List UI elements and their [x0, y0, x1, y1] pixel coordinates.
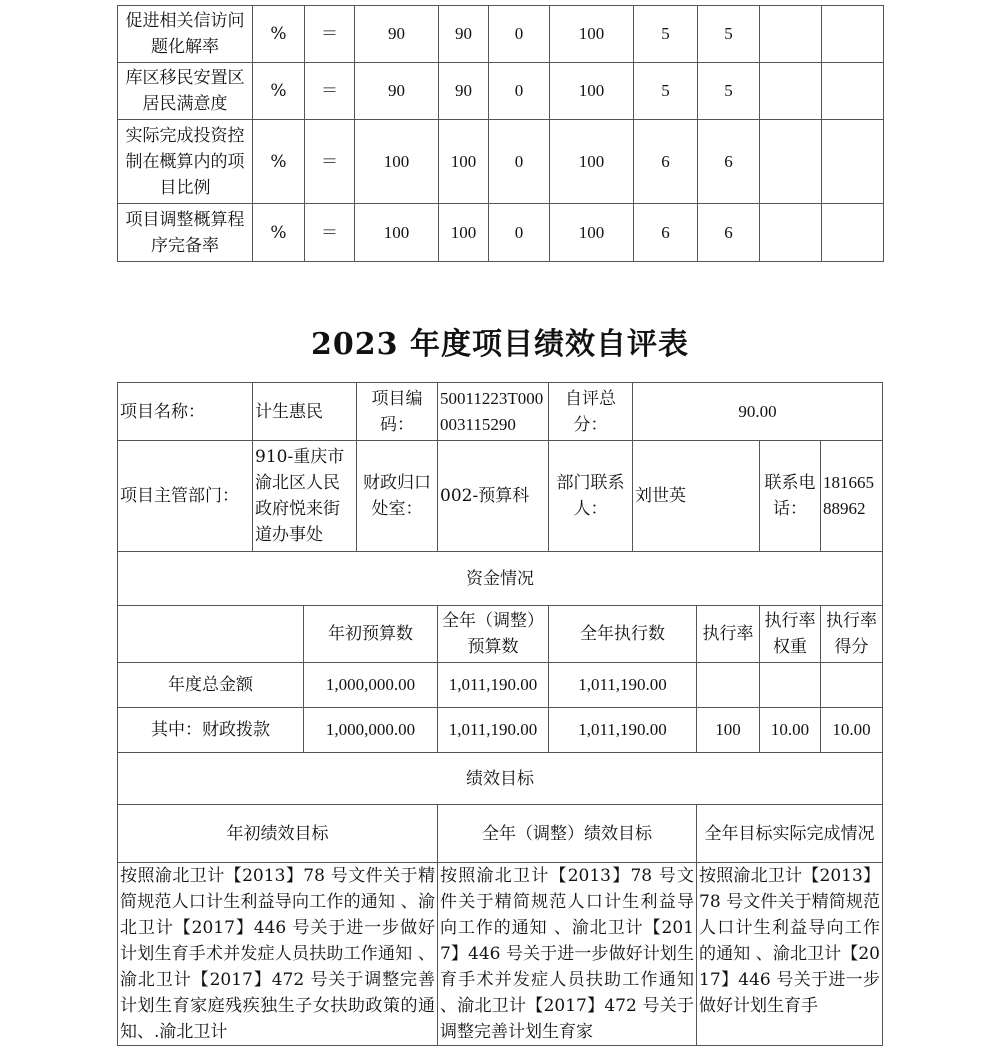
table-row [118, 708, 883, 753]
unit-cell: % [253, 6, 305, 63]
funds-initial: 1,000,000.00 [304, 708, 438, 753]
empty-cell [822, 63, 884, 120]
indicator-name: 促进相关信访问题化解率 [118, 6, 253, 63]
empty-cell [822, 204, 884, 262]
empty-cell [822, 120, 884, 204]
table-row [118, 6, 884, 63]
finance-office-label: 财政归口处室： [357, 441, 438, 552]
self-score-label: 自评总分： [549, 383, 633, 441]
dept-label: 项目主管部门： [118, 441, 253, 552]
funds-executed: 1,011,190.00 [549, 663, 697, 708]
operator-cell: ＝ [305, 204, 355, 262]
target-cell: 100 [355, 120, 439, 204]
contact-label: 部门联系人： [549, 441, 633, 552]
initial-goal-text: 按照渝北卫计【2013】78 号文件关于精简规范人口计生利益导向工作的通知 、渝北卫计【2017】446 号关于进一步做好计划生育手术并发症人员扶助工作通知 、渝北卫计【2017】472 号关于调整完善计划生育家庭残疾独生子女扶助政策的通知、.渝北卫计 [118, 863, 438, 1046]
empty-cell [760, 204, 822, 262]
table-row [118, 552, 883, 606]
funds-adjusted: 1,011,190.00 [438, 708, 549, 753]
project-code-label: 项目编码： [357, 383, 438, 441]
funds-row-label: 年度总金额 [118, 663, 304, 708]
funds-score [821, 663, 883, 708]
table-row [118, 805, 883, 863]
actual-cell: 100 [439, 204, 489, 262]
score-cell: 5 [698, 63, 760, 120]
deviation-cell: 0 [489, 63, 550, 120]
operator-cell: ＝ [305, 6, 355, 63]
contact-value: 刘世英 [633, 441, 760, 552]
goals-header: 全年（调整）绩效目标 [438, 805, 697, 863]
actual-cell: 90 [439, 63, 489, 120]
page-title: 2023 年度项目绩效自评表 [311, 327, 689, 362]
finance-office-value: 002-预算科 [438, 441, 549, 552]
actual-cell: 90 [439, 6, 489, 63]
funds-header: 年初预算数 [304, 606, 438, 663]
empty-cell [118, 606, 304, 663]
target-cell: 90 [355, 63, 439, 120]
funds-section-title: 资金情况 [118, 552, 883, 606]
rate-cell: 100 [550, 120, 634, 204]
score-cell: 6 [698, 204, 760, 262]
actual-cell: 100 [439, 120, 489, 204]
actual-result-text: 按照渝北卫计【2013】78 号文件关于精简规范人口计生利益导向工作的通知 、渝北卫计【2017】446 号关于进一步做好计划生育手 [697, 863, 883, 1046]
table-row [118, 204, 884, 262]
rate-cell: 100 [550, 6, 634, 63]
score-cell: 5 [698, 6, 760, 63]
funds-header: 全年（调整）预算数 [438, 606, 549, 663]
weight-cell: 6 [634, 120, 698, 204]
table-row [118, 383, 883, 441]
project-code-value: 50011223T000003115290 [438, 383, 549, 441]
indicator-name: 库区移民安置区居民满意度 [118, 63, 253, 120]
dept-value: 910-重庆市渝北区人民政府悦来街道办事处 [253, 441, 357, 552]
project-name-label: 项目名称： [118, 383, 253, 441]
indicator-name: 项目调整概算程序完备率 [118, 204, 253, 262]
table-row [118, 753, 883, 805]
unit-cell: % [253, 120, 305, 204]
adjusted-goal-text: 按照渝北卫计【2013】78 号文件关于精简规范人口计生利益导向工作的通知 、渝北卫计【2017】446 号关于进一步做好计划生育手术并发症人员扶助工作通知 、渝北卫计【2017】472 号关于调整完善计划生育家 [438, 863, 697, 1046]
empty-cell [760, 6, 822, 63]
table-row [118, 441, 883, 552]
funds-weight [760, 663, 821, 708]
funds-rate [697, 663, 760, 708]
goals-header: 全年目标实际完成情况 [697, 805, 883, 863]
table-row [118, 863, 883, 1046]
score-cell: 6 [698, 120, 760, 204]
deviation-cell: 0 [489, 204, 550, 262]
unit-cell: % [253, 63, 305, 120]
funds-header: 执行率得分 [821, 606, 883, 663]
table-row [118, 663, 883, 708]
funds-header: 全年执行数 [549, 606, 697, 663]
goals-section-title: 绩效目标 [118, 753, 883, 805]
phone-value: 18166588962 [821, 441, 883, 552]
rate-cell: 100 [550, 63, 634, 120]
weight-cell: 5 [634, 63, 698, 120]
funds-initial: 1,000,000.00 [304, 663, 438, 708]
table-row [118, 606, 883, 663]
target-cell: 90 [355, 6, 439, 63]
funds-row-label: 其中：财政拨款 [118, 708, 304, 753]
unit-cell: % [253, 204, 305, 262]
phone-label: 联系电话： [760, 441, 821, 552]
weight-cell: 6 [634, 204, 698, 262]
empty-cell [760, 63, 822, 120]
rate-cell: 100 [550, 204, 634, 262]
funds-header: 执行率权重 [760, 606, 821, 663]
funds-executed: 1,011,190.00 [549, 708, 697, 753]
deviation-cell: 0 [489, 120, 550, 204]
operator-cell: ＝ [305, 63, 355, 120]
indicator-name: 实际完成投资控制在概算内的项目比例 [118, 120, 253, 204]
funds-adjusted: 1,011,190.00 [438, 663, 549, 708]
funds-score: 10.00 [821, 708, 883, 753]
empty-cell [822, 6, 884, 63]
evaluation-table [117, 382, 883, 1046]
target-cell: 100 [355, 204, 439, 262]
weight-cell: 5 [634, 6, 698, 63]
funds-rate: 100 [697, 708, 760, 753]
goals-header: 年初绩效目标 [118, 805, 438, 863]
self-score-value: 90.00 [633, 383, 883, 441]
empty-cell [760, 120, 822, 204]
project-name-value: 计生惠民 [253, 383, 357, 441]
deviation-cell: 0 [489, 6, 550, 63]
funds-weight: 10.00 [760, 708, 821, 753]
table-row [118, 120, 884, 204]
indicator-table [117, 5, 884, 262]
operator-cell: ＝ [305, 120, 355, 204]
table-row [118, 63, 884, 120]
funds-header: 执行率 [697, 606, 760, 663]
